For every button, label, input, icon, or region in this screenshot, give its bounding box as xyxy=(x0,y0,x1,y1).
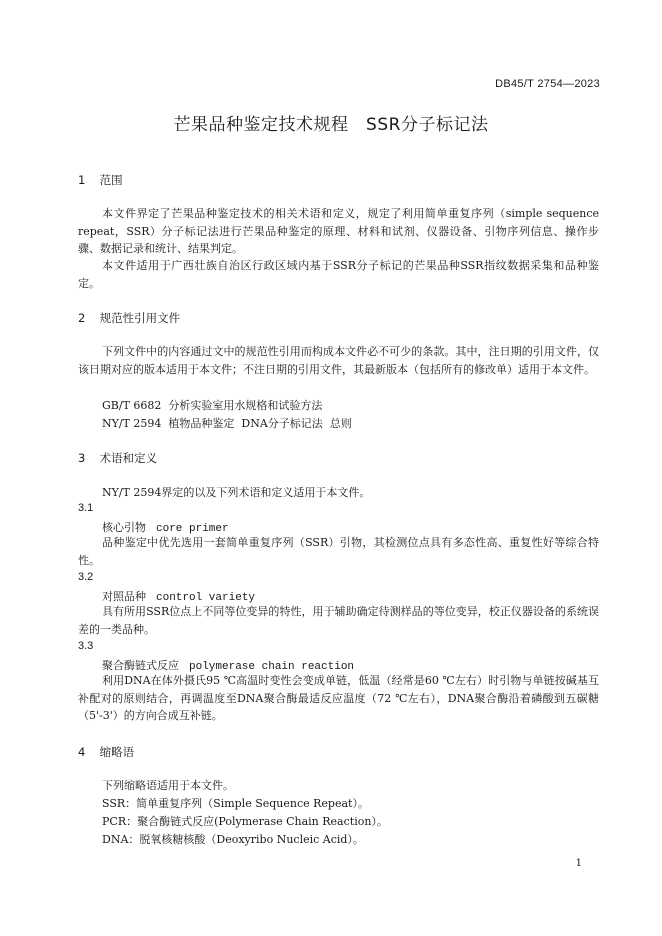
abbreviation-ssr: SSR：简单重复序列（Simple Sequence Repeat）。 xyxy=(102,797,369,810)
term-chinese: 核心引物 xyxy=(102,521,146,534)
section-title: 缩略语 xyxy=(99,745,135,759)
document-title: 芒果品种鉴定技术规程 SSR分子标记法 xyxy=(173,115,489,135)
clause-3-2-number: 3.2 xyxy=(78,571,94,583)
abbreviation-dna: DNA：脱氧核糖核酸（Deoxyribo Nucleic Acid）。 xyxy=(102,833,364,846)
term-control-variety xyxy=(102,588,255,604)
scope-paragraph-1: 本文件界定了芒果品种鉴定技术的相关术语和定义，规定了利用简单重复序列（simple sequence repeat，SSR）分子标记法进行芒果品种鉴定的原理、材料和试剂、仪器设备、引物序列信息、操作步骤、数据记录和统计、结果判定。 xyxy=(78,207,599,255)
term-pcr xyxy=(102,657,354,673)
terms-intro: NY/T 2594界定的以及下列术语和定义适用于本文件。 xyxy=(102,486,371,499)
term-english: core primer xyxy=(156,523,229,535)
section-number: 4 xyxy=(78,745,86,759)
section-title: 规范性引用文件 xyxy=(99,311,181,325)
reference-nyt-2594: NY/T 2594 植物品种鉴定 DNA分子标记法 总则 xyxy=(102,417,352,430)
section-3-heading xyxy=(78,450,157,466)
section-number: 1 xyxy=(78,173,86,187)
term-chinese: 聚合酶链式反应 xyxy=(102,659,179,672)
section-title: 术语和定义 xyxy=(99,451,158,465)
normative-references-paragraph: 下列文件中的内容通过文中的规范性引用而构成本文件必不可少的条款。其中，注日期的引用文件，仅该日期对应的版本适用于本文件；不注日期的引用文件，其最新版本（包括所有的修改单）适用于本文件。 xyxy=(78,345,599,376)
section-number: 2 xyxy=(78,311,86,325)
section-1-heading xyxy=(78,172,123,188)
term-english: polymerase chain reaction xyxy=(189,661,355,673)
term-definition-pcr: 利用DNA在体外摄氏95 ℃高温时变性会变成单链，低温（经常是60 ℃左右）时引物与单链按碱基互补配对的原则结合，再调温度至DNA聚合酶最适反应温度（72 ℃左右），DNA聚合酶沿着磷酸到五碳糖（5'-3'）的方向合成互补链。 xyxy=(78,674,599,722)
scope-paragraph-2: 本文件适用于广西壮族自治区行政区域内基于SSR分子标记的芒果品种SSR指纹数据采集和品种鉴定。 xyxy=(78,259,599,290)
section-4-heading xyxy=(78,744,134,760)
term-english: control variety xyxy=(156,592,256,604)
section-2-heading xyxy=(78,310,180,326)
clause-3-1-number: 3.1 xyxy=(78,502,94,514)
term-definition-control-variety: 具有所用SSR位点上不同等位变异的特性，用于辅助确定待测样品的等位变异，校正仪器设备的系统误差的一类品种。 xyxy=(78,605,599,636)
clause-3-3-number: 3.3 xyxy=(78,640,94,652)
term-chinese: 对照品种 xyxy=(102,590,146,603)
reference-gbt-6682: GB/T 6682 分析实验室用水规格和试验方法 xyxy=(102,399,323,412)
term-definition-core-primer: 品种鉴定中优先选用一套简单重复序列（SSR）引物，其检测位点具有多态性高、重复性好等综合特性。 xyxy=(78,536,599,567)
abbreviation-pcr: PCR：聚合酶链式反应(Polymerase Chain Reaction）。 xyxy=(102,815,388,828)
document-code: DB45/T 2754—2023 xyxy=(495,78,600,90)
section-number: 3 xyxy=(78,451,86,465)
abbreviations-intro: 下列缩略语适用于本文件。 xyxy=(102,779,234,792)
page-number: 1 xyxy=(575,858,582,869)
term-core-primer xyxy=(102,519,229,535)
section-title: 范围 xyxy=(99,173,123,187)
